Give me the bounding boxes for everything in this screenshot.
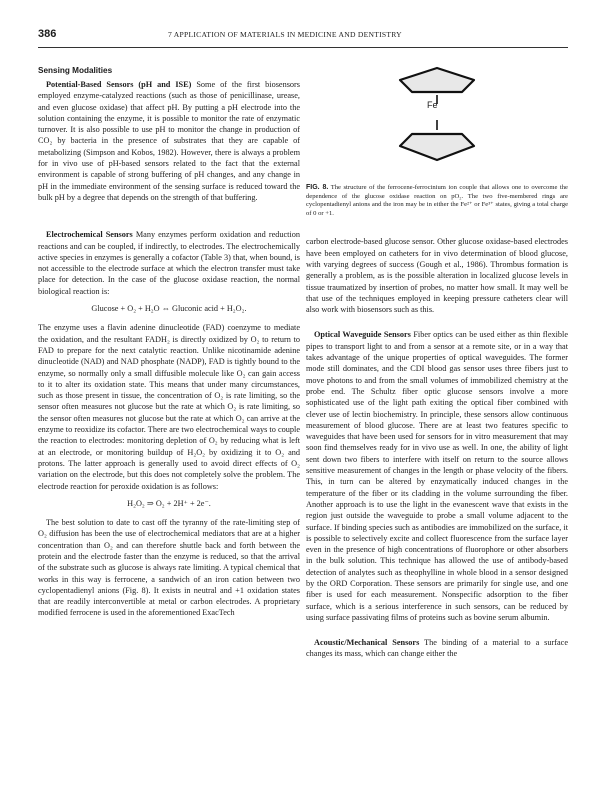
run-in-heading: Potential-Based Sensors (pH and ISE) xyxy=(46,80,192,89)
header-rule xyxy=(38,47,568,48)
paragraph-acoustic-sensors xyxy=(306,637,568,660)
paragraph-text: The binding of a material to a surface changes its mass, which can change either the xyxy=(306,638,568,659)
run-in-heading: Optical Waveguide Sensors xyxy=(314,330,411,340)
figure-ferrocene xyxy=(306,66,568,176)
equation-glucose-oxidation: Glucose + O₂ + H₂O ⇔ Gluconic acid + H₂O₂. xyxy=(91,304,247,314)
run-in-heading: Electrochemical Sensors xyxy=(46,230,133,240)
run-in-heading: Acoustic/Mechanical Sensors xyxy=(314,638,420,648)
figure-caption xyxy=(306,184,568,218)
paragraph-text: Some of the first biosensors employed enzyme-catalyzed reactions (such as those of penicillinase, urease, and even glucose oxidase) that affect pH. By putting a pH electrode into the solution containing the enzyme, it is possible to monitor the rate of enzymatic turnover. It is also possible to use pH to monitor the change in production of CO₂ by bacteria in the presence of substrates that they are capable of metabolizing (Simpson and Kobos, 1982). However, there is always a problem for in vivo use of pH-based sensors related to the fact that the external environment is capable of strong buffering of pH changes, and any change in pH in the immediate environment of the sensing surface is reduced toward the bulk pH by a degree that depends on the strength of that buffering. xyxy=(38,80,300,202)
running-head: 7 APPLICATION OF MATERIALS IN MEDICINE AND DENTISTRY xyxy=(168,30,402,39)
paragraph-potential-sensors xyxy=(38,79,300,203)
figure-label: FIG. 8. xyxy=(306,184,329,191)
iron-label: Fe xyxy=(427,100,438,110)
paragraph-text: Many enzymes perform oxidation and reduction reactions and can be coupled, if indirectly, to electrodes. The electrochemically active species in enzymes is generally a cofactor (Table 3) that, when bound, is not accessible to the electrode surface at which the electron transfer must take place for detection. In the case of the glucose oxidase reaction, the normal biological reaction is: xyxy=(38,230,300,296)
spacer xyxy=(306,629,568,637)
page-header xyxy=(38,28,568,42)
spacer xyxy=(38,209,300,229)
ferrocene-structure-diagram xyxy=(392,66,482,176)
section-heading: Sensing Modalities xyxy=(38,66,113,75)
page-number: 386 xyxy=(38,28,57,40)
paragraph-optical-waveguide-sensors xyxy=(306,329,568,623)
paragraph-electrochemical-sensors xyxy=(38,229,300,297)
spacer xyxy=(306,321,568,329)
caption-text: The structure of the ferrocene-ferrocinium ion couple that allows one to overcome the dependence of the glucose oxidase reaction on pO₂. The two five-membered rings are cyclopentadienyl anions and the iron may be in either the Fe²⁺ or Fe³⁺ states, giving a total charge of 0 or +1. xyxy=(306,184,568,217)
equation-peroxide-oxidation: H₂O₂ ⇒ O₂ + 2H⁺ + 2e⁻. xyxy=(127,498,211,508)
right-column xyxy=(306,66,568,666)
paragraph-text: Fiber optics can be used either as thin flexible pipes to transport light to and from a sensor at a remote site, or in a way that takes advantage of the unique properties of optical waveguides. The former mode still dominates, and the CDI blood gas sensor uses three fibers just to move photons to and from the small volumes of immobilized chemistry at the probe end. The Schultz fiber optic glucose sensors involve a more sophisticated use of the light path exiting the optical fiber combined with clever use of lectin biochemistry. In principle, these sensors allow continuous measurement of blood glucose. There are at least two features specific to waveguides that have been used for sensors for in vitro measurement that may soon find themselves ready for in vivo use as well. In one, the ability of light sent down two fibers to interfere with itself on return to the source allows sensitive measurement of changes in the length or phase velocity of the fibers. This, in turn can be altered by enzymatically induced changes in the temperature of the fiber or its cladding in the volume surrounding the fiber. Another approach is to use the light in the evanescent wave that exists in the region just outside the waveguide to probe a small volume adjacent to the surface. If binding species such as antibodies are immobilized on the surface, it is possible to selectively excite and collect fluorescence from the surface layer even in the presence of high concentrations of fluorophore or other absorbers in the bulk solution. This technique has allowed the use of antibody-based detection of analytes such as theophylline in whole blood in a sensor designed by the ORD Corporation. These sensors are primarily for single use, and one fiber is used for each measurement. Nonspecific adsorption to the fiber surface, which is a serious interference in such sensors, can be reduced by using surface passivating films of proteins such as bovine serum albumin. xyxy=(306,330,569,622)
cyclopentadienyl-ring-top xyxy=(400,68,474,92)
paragraph-fad-coenzyme: The enzyme uses a flavin adenine dinucleotide (FAD) coenzyme to mediate the oxidation, and the resultant FADH₂ is directly oxidized by O₂ to return to FAD to prepare for the next catalytic reaction. Unlike nicotinamide adenine dinucleotide (NAD) and NAD phosphate (NADP), FAD is tightly bound to the enzyme, so normally only a small diffusible molecule like O₂ can gain access to it to alter its oxidation state. This means that under many circumstances, such as those present in tissue, the concentration of O₂ is rate limiting, so the sensor often measures not glucose but the rate at which O₂ is rate limiting, so the sensor often measures not glucose but the rate at which O₂ can arrive at the enzyme to reoxidize its cofactor. There are two electrochemical ways to couple the reaction to electrodes: monitoring depletion of O₂ by reducing what is left at an electrode, or monitoring buildup of H₂O₂ by oxidizing it to O₂ and protons. The latter approach is generally used to avoid direct effects of O₂ variation on the electrode, but this does not completely solve the problem. The electrode reaction for peroxide oxidation is as follows: xyxy=(38,323,300,491)
cyclopentadienyl-ring-bottom xyxy=(400,134,474,160)
paragraph-mediators: The best solution to date to cast off the tyranny of the rate-limiting step of O₂ diffusion has been the use of electrochemical mediators that are at a higher concentration than O₂ and can therefore shuttle back and forth between the protein and the electrode faster than the enzyme is reduced, so that the arrival of the substrate such as glucose is always rate limiting. A typical chemical that works in this way is ferrocene, a sandwich of an iron cation between two cyclopentadienyl anions (Fig. 8). It exists in neutral and +1 oxidation states that are readily interconvertible at metal or carbon electrodes. A proprietary modified ferrocene is used in the aforementioned ExacTech xyxy=(38,518,300,618)
left-column xyxy=(38,66,300,625)
paragraph-carbon-electrode: carbon electrode-based glucose sensor. Other glucose oxidase-based electrodes have been employed on catheters for in vivo determination of blood glucose, with varying degrees of success (Gough et al., 1986). Thrombus formation is generally a problem, as is the possible alteration in localized glucose levels in tissue traumatized by insertion of probes, no matter how small. It may well be that use of the techniques employed in keeping pressure catheters clear will also work with biosensors such as this. xyxy=(306,237,568,315)
